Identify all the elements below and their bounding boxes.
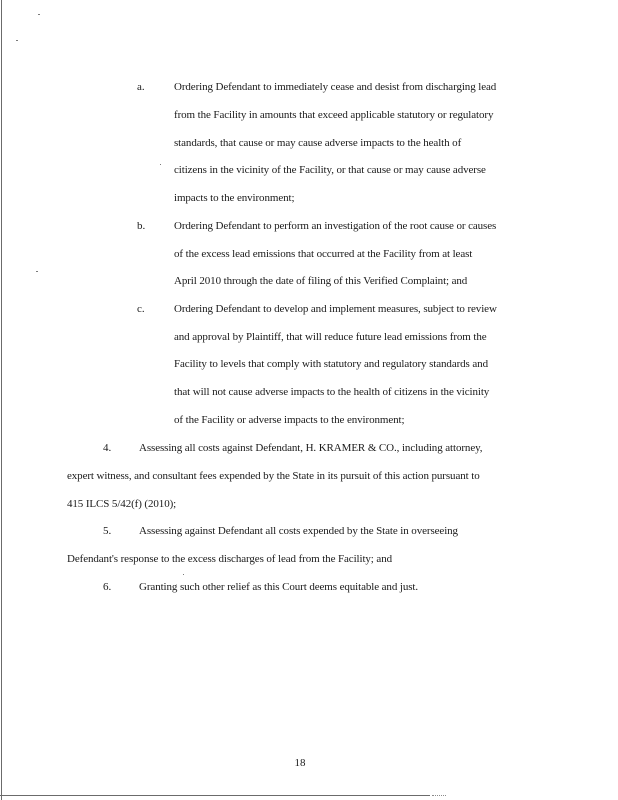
scan-edge-bottom-dots bbox=[432, 795, 446, 797]
item-b-line-1: Ordering Defendant to perform an investigation of the root cause or causes bbox=[174, 220, 497, 232]
item-a-line-2: from the Facility in amounts that exceed applicable statutory or regulatory bbox=[174, 109, 494, 121]
paragraph-5-line-2: Defendant's response to the excess discharges of lead from the Facility; and bbox=[67, 553, 392, 565]
scan-speck bbox=[38, 14, 40, 15]
scan-edge-left bbox=[1, 0, 2, 800]
scan-speck bbox=[183, 574, 184, 575]
item-b-label: b. bbox=[137, 220, 146, 232]
item-c-line-4: that will not cause adverse impacts to the health of citizens in the vicinity bbox=[174, 386, 490, 398]
item-c-line-1: Ordering Defendant to develop and implement measures, subject to review bbox=[174, 303, 497, 315]
item-a-line-5: impacts to the environment; bbox=[174, 192, 295, 204]
item-a-line-1: Ordering Defendant to immediately cease and desist from discharging lead bbox=[174, 81, 497, 93]
item-b-line-3: April 2010 through the date of filing of this Verified Complaint; and bbox=[174, 275, 468, 287]
paragraph-4-number: 4. bbox=[103, 442, 112, 454]
scan-speck bbox=[160, 164, 161, 165]
item-c-line-3: Facility to levels that comply with statutory and regulatory standards and bbox=[174, 358, 488, 370]
item-c-label: c. bbox=[137, 303, 145, 315]
paragraph-6-line-1: Granting such other relief as this Court deems equitable and just. bbox=[139, 581, 419, 593]
paragraph-4-line-2: expert witness, and consultant fees expended by the State in its pursuit of this action pursuant to bbox=[67, 470, 480, 482]
scan-speck bbox=[36, 271, 38, 272]
item-c-line-5: of the Facility or adverse impacts to the environment; bbox=[174, 414, 405, 426]
scan-edge-bottom bbox=[0, 795, 430, 796]
item-c-line-2: and approval by Plaintiff, that will reduce future lead emissions from the bbox=[174, 331, 487, 343]
paragraph-6-number: 6. bbox=[103, 581, 112, 593]
scan-speck bbox=[16, 40, 18, 41]
paragraph-4-line-1: Assessing all costs against Defendant, H. KRAMER & CO., including attorney, bbox=[139, 442, 483, 454]
item-a-label: a. bbox=[137, 81, 145, 93]
item-a-line-3: standards, that cause or may cause adverse impacts to the health of bbox=[174, 137, 462, 149]
paragraph-4-line-3: 415 ILCS 5/42(f) (2010); bbox=[67, 498, 177, 510]
item-b-line-2: of the excess lead emissions that occurred at the Facility from at least bbox=[174, 248, 473, 260]
paragraph-5-line-1: Assessing against Defendant all costs expended by the State in overseeing bbox=[139, 525, 458, 537]
item-a-line-4: citizens in the vicinity of the Facility, or that cause or may cause adverse bbox=[174, 164, 486, 176]
page-number: 18 bbox=[294, 757, 306, 769]
paragraph-5-number: 5. bbox=[103, 525, 112, 537]
